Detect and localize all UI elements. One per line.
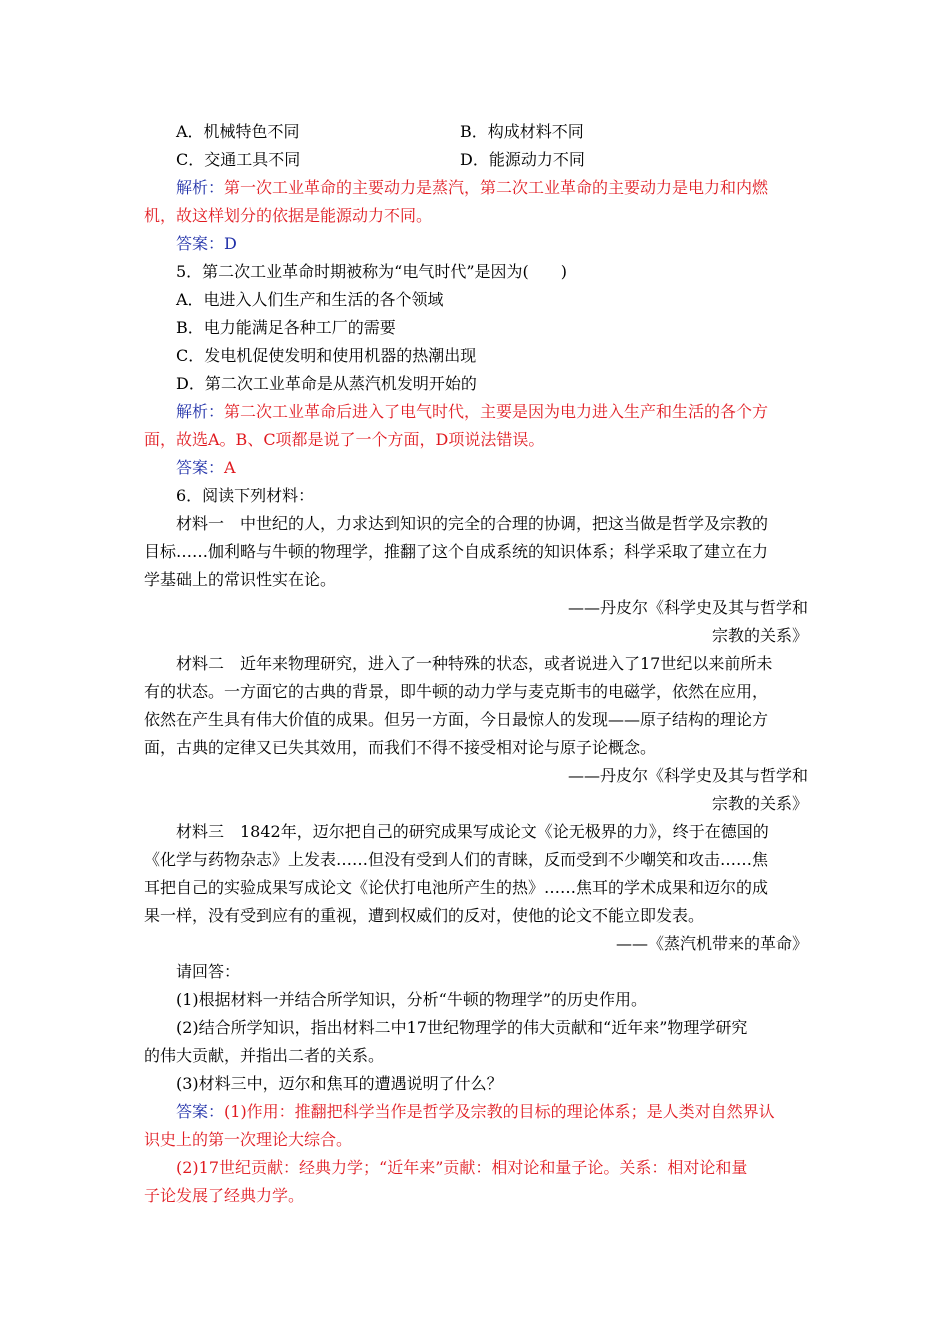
q5-option-b: B．电力能满足各种工厂的需要 [176, 318, 396, 337]
q5-analysis-text: 第二次工业革命后进入了电气时代，主要是因为电力进入生产和生活的各个方 [224, 402, 769, 421]
sub-question-1: (1)根据材料一并结合所学知识，分析“牛顿的物理学”的历史作用。 [176, 990, 648, 1009]
material-3-line4: 果一样，没有受到应有的重视，遭到权威们的反对，使他的论文不能立即发表。 [144, 906, 705, 925]
material-1-source-line1: ——丹皮尔《科学史及其与哲学和 [567, 598, 808, 617]
material-2-line1: 材料二 近年来物理研究，进入了一种特殊的状态，或者说进入了17世纪以来前所未 [176, 654, 773, 673]
q6-answer-2-line1: (2)17世纪贡献：经典力学；“近年来”贡献：相对论和量子论。关系：相对论和量 [176, 1158, 748, 1177]
material-1-source-line2: 宗教的关系》 [711, 626, 808, 645]
material-2-source-line2: 宗教的关系》 [711, 794, 808, 813]
sub-question-2-line2: 的伟大贡献，并指出二者的关系。 [144, 1046, 385, 1065]
material-1-line3: 学基础上的常识性实在论。 [144, 570, 337, 589]
q4-option-c: C．交通工具不同 [176, 150, 301, 169]
q4-option-b: B．构成材料不同 [460, 122, 584, 141]
q5-answer-label: 答案： [176, 458, 225, 477]
q4-analysis-text: 第一次工业革命的主要动力是蒸汽，第二次工业革命的主要动力是电力和内燃 [224, 178, 769, 197]
q6-answer-1-line1 [176, 1102, 775, 1122]
q6-answer-1-text: (1)作用：推翻把科学当作是哲学及宗教的目标的理论体系；是人类对自然界认 [224, 1102, 775, 1121]
q4-analysis-line1 [176, 178, 768, 198]
q6-stem: 6．阅读下列材料： [176, 486, 315, 505]
q5-answer [176, 458, 236, 478]
material-2-line2: 有的状态。一方面它的古典的背景，即牛顿的动力学与麦克斯韦的电磁学，依然在应用， [144, 682, 769, 701]
q4-analysis-label: 解析： [176, 178, 225, 197]
q4-answer [176, 234, 237, 254]
sub-question-3: (3)材料三中，迈尔和焦耳的遭遇说明了什么？ [176, 1074, 503, 1093]
q6-answer-2-line2: 子论发展了经典力学。 [144, 1186, 305, 1205]
q4-answer-label: 答案： [176, 234, 225, 253]
q5-stem: 5．第二次工业革命时期被称为“电气时代”是因为( ) [176, 262, 568, 281]
q5-option-d: D．第二次工业革命是从蒸汽机发明开始的 [176, 374, 477, 393]
material-2-line3: 依然在产生具有伟大价值的成果。但另一方面，今日最惊人的发现——原子结构的理论方 [144, 710, 769, 729]
material-3-line1: 材料三 1842年，迈尔把自己的研究成果写成论文《论无极界的力》，终于在德国的 [176, 822, 769, 841]
q4-option-d: D．能源动力不同 [460, 150, 585, 169]
material-1-line2: 目标……伽利略与牛顿的物理学，推翻了这个自成系统的知识体系；科学采取了建立在力 [144, 542, 769, 561]
material-1-line1: 材料一 中世纪的人，力求达到知识的完全的合理的协调，把这当做是哲学及宗教的 [176, 514, 769, 533]
material-3-line2: 《化学与药物杂志》上发表……但没有受到人们的青睐，反而受到不少嘲笑和攻击……焦 [144, 850, 769, 869]
q4-answer-value: D [224, 234, 237, 253]
q4-analysis-line2: 机，故这样划分的依据是能源动力不同。 [144, 206, 433, 225]
q5-analysis-line1 [176, 402, 768, 422]
q5-option-c: C．发电机促使发明和使用机器的热潮出现 [176, 346, 477, 365]
q5-answer-value: A [224, 458, 236, 477]
material-3-source: ——《蒸汽机带来的革命》 [615, 934, 808, 953]
q6-answer-1-line2: 识史上的第一次理论大综合。 [144, 1130, 353, 1149]
material-2-line4: 面，古典的定律又已失其效用，而我们不得不接受相对论与原子论概念。 [144, 738, 657, 757]
material-3-line3: 耳把自己的实验成果写成论文《论伏打电池所产生的热》……焦耳的学术成果和迈尔的成 [144, 878, 769, 897]
q5-analysis-label: 解析： [176, 402, 225, 421]
q6-answer-label: 答案： [176, 1102, 225, 1121]
material-2-source-line1: ——丹皮尔《科学史及其与哲学和 [567, 766, 808, 785]
sub-question-2-line1: (2)结合所学知识，指出材料二中17世纪物理学的伟大贡献和“近年来”物理学研究 [176, 1018, 748, 1037]
q5-analysis-line2: 面，故选A。B、C项都是说了一个方面，D项说法错误。 [144, 430, 545, 449]
question-prompt: 请回答： [176, 962, 241, 981]
q5-option-a: A．电进入人们生产和生活的各个领域 [176, 290, 444, 309]
q4-option-a: A．机械特色不同 [176, 122, 300, 141]
